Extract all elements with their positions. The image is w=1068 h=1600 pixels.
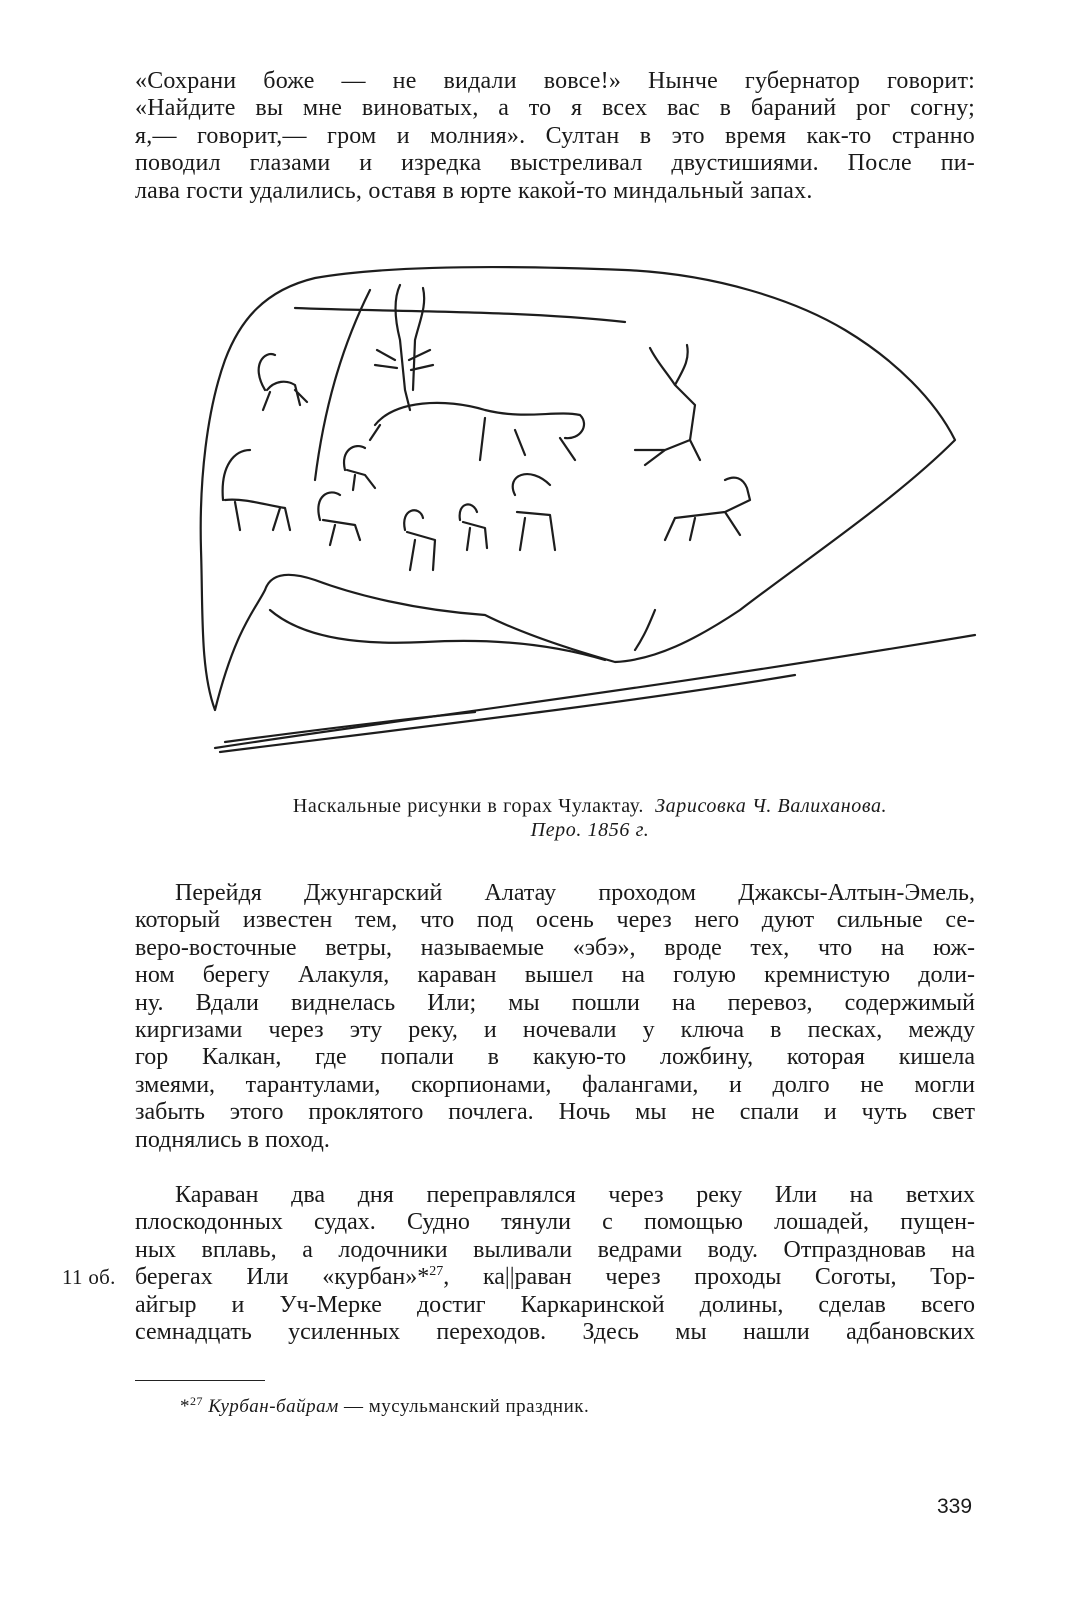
text-line: айгыр и Уч-Мерке достиг Каркаринской долины, сделав всего	[135, 1291, 975, 1318]
ibex-1	[259, 354, 307, 410]
ibex-5	[404, 510, 435, 570]
text-line: «Найдите вы мне виноватых, а то я всех вас в бараний рог согну;	[135, 95, 975, 122]
text-line: веро-восточные ветры, называемые «эбэ», вроде тех, что на юж-	[135, 934, 975, 961]
caption-credit: Зарисовка Ч. Валиханова.	[655, 795, 888, 817]
ibex-6	[460, 504, 487, 550]
text-line: который известен тем, что под осень через него дуют сильные се-	[135, 907, 975, 934]
text-line: ном берегу Алакуля, караван вышел на голую кремнистую доли-	[135, 962, 975, 989]
text-line: ну. Вдали виднелась Или; мы пошли на перевоз, содержимый	[135, 989, 975, 1016]
text-line-content: Перейдя Джунгарский Алатау проходом Джаксы-Алтын-Эмель,	[175, 880, 975, 906]
text-line: ных вплавь, а лодочники выливали ведрами воду. Отпраздновав на	[135, 1236, 975, 1263]
paragraph-1	[135, 68, 975, 205]
footnote-divider	[135, 1380, 265, 1381]
text-line: забыть этого проклятого почлега. Ночь мы не спали и чуть свет	[135, 1099, 975, 1126]
ibex-3	[344, 446, 375, 490]
ibex-2	[223, 450, 290, 530]
figure-caption	[200, 794, 980, 842]
text-line: поводил глазами и изредка выстреливал двустишиями. После пи-	[135, 150, 975, 177]
rock-art-illustration	[195, 250, 985, 770]
paragraph-3	[135, 1182, 975, 1346]
text-line: «Сохрани боже — не видали вовсе!» Нынче губернатор говорит:	[135, 68, 975, 94]
page-number: 339	[937, 1495, 973, 1518]
rock-art-drawing	[195, 250, 985, 770]
text-line	[135, 1182, 975, 1209]
caption-title: Наскальные рисунки в горах Чулактау.	[292, 795, 644, 817]
text-fragment: , ка||раван через проходы Соготы, Тор-	[443, 1264, 976, 1291]
footnote-definition: — мусульманский праздник.	[338, 1396, 590, 1417]
text-line	[135, 1264, 975, 1291]
ground-line	[215, 635, 975, 748]
text-fragment: берегах Или «курбан»*	[135, 1264, 430, 1291]
footnote	[180, 1394, 589, 1418]
ibex-7	[513, 474, 555, 550]
text-line: поднялись в поход.	[135, 1126, 330, 1153]
text-line: я,— говорит,— гром и молния». Султан в это время как-то странно	[135, 122, 975, 149]
text-line: гор Калкан, где попали в какую-то ложбину, которая кишела	[135, 1044, 975, 1071]
footnote-term: Курбан-байрам	[208, 1396, 339, 1417]
text-line: плоскодонных судах. Судно тянули с помощью лошадей, пущен-	[135, 1209, 975, 1236]
deer-antlered	[635, 345, 700, 465]
footnote-number: 27	[190, 1394, 203, 1408]
paragraph-2	[135, 880, 975, 1154]
rock-outline	[201, 267, 955, 710]
gazelle	[665, 478, 750, 540]
text-line	[135, 880, 975, 907]
footnote-ref[interactable]: 27	[429, 1264, 444, 1280]
footnote-marker: *	[180, 1396, 190, 1417]
text-line-content: Караван два дня переправлялся через реку Или на ветхих	[175, 1182, 975, 1208]
text-line: киргизами через эту реку, и ночевали у ключа в песках, между	[135, 1017, 975, 1044]
animal-large	[370, 403, 584, 460]
ibex-4	[318, 492, 360, 545]
margin-note: 11 об.	[62, 1265, 116, 1289]
caption-medium: Перо. 1856 г.	[530, 819, 650, 841]
text-line: змеями, тарантулами, скорпионами, фалангами, и долго не могли	[135, 1071, 975, 1098]
text-line: семнадцать усиленных переходов. Здесь мы нашли адбановских	[135, 1319, 975, 1346]
text-line: лава гости удалились, оставя в юрте какой-то миндальный запах.	[135, 177, 813, 204]
figure-tall	[375, 285, 433, 410]
